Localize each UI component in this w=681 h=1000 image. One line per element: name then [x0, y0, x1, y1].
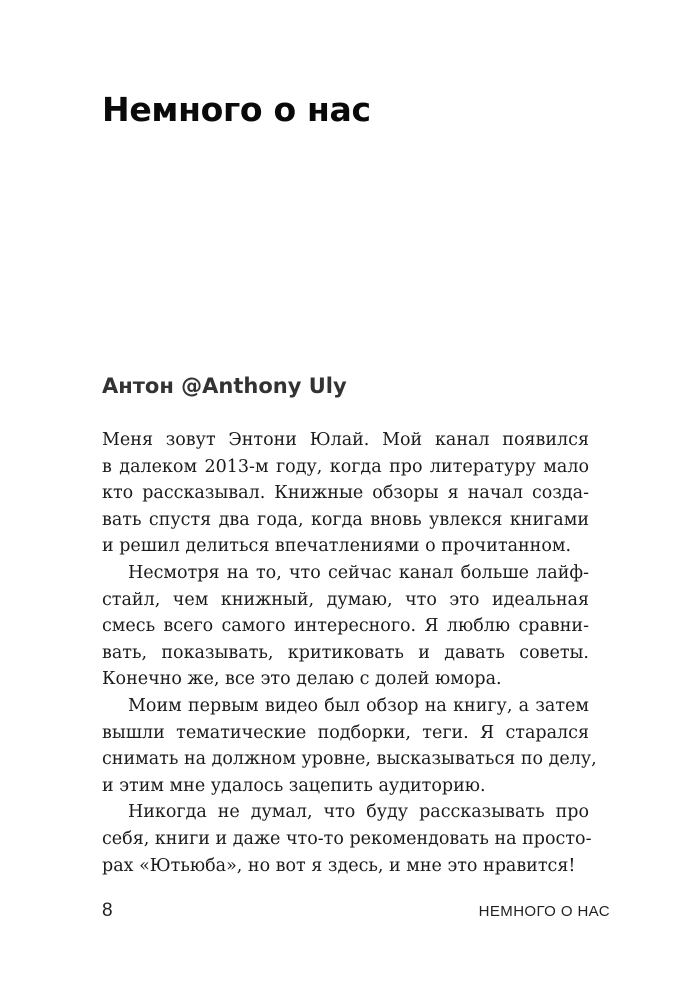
text-line: рах «Ютьюба», но вот я здесь, и мне это нравится! — [102, 855, 576, 876]
chapter-title: Немного о нас — [102, 90, 371, 129]
paragraph-3 — [102, 693, 597, 799]
text-line: и решил делиться впечатлениями о прочитанном. — [102, 536, 572, 557]
text-line: снимать на должном уровне, высказываться по делу, — [102, 749, 597, 770]
paragraph-1 — [102, 427, 589, 560]
page-number: 8 — [102, 900, 113, 921]
text-line: Конечно же, все это делаю с долей юмора. — [102, 669, 502, 690]
text-line: Моим первым видео был обзор на книгу, а затем — [128, 695, 589, 716]
text-line: Меня зовут Энтони Юлай. Мой канал появился — [102, 430, 589, 450]
running-head: НЕМНОГО О НАС — [478, 903, 610, 920]
text-line: смесь всего самого интересного. Я люблю сравни- — [102, 616, 589, 637]
text-line: кто рассказывал. Книжные обзоры я начал созда- — [102, 483, 589, 504]
text-line: себя, книги и даже что-то рекомендовать на просто- — [102, 828, 592, 849]
text-line: вышли тематические подборки, теги. Я старался — [102, 722, 589, 743]
text-line: в далеком 2013-м году, когда про литературу мало — [102, 456, 589, 477]
text-line: вать спустя два года, когда вновь увлекся книгами — [102, 509, 589, 530]
paragraph-4 — [102, 799, 592, 879]
text-line: Никогда не думал, что буду рассказывать про — [128, 802, 589, 823]
text-line: и этим мне удалось зацепить аудиторию. — [102, 775, 486, 796]
text-line: Несмотря на то, что сейчас канал больше лайф- — [128, 562, 589, 583]
text-line: вать, показывать, критиковать и давать советы. — [102, 642, 589, 663]
text-line: стайл, чем книжный, думаю, что это идеальная — [102, 589, 589, 610]
author-heading: Антон @Anthony Uly — [102, 374, 347, 398]
body-text — [102, 427, 597, 879]
paragraph-2 — [102, 560, 589, 693]
